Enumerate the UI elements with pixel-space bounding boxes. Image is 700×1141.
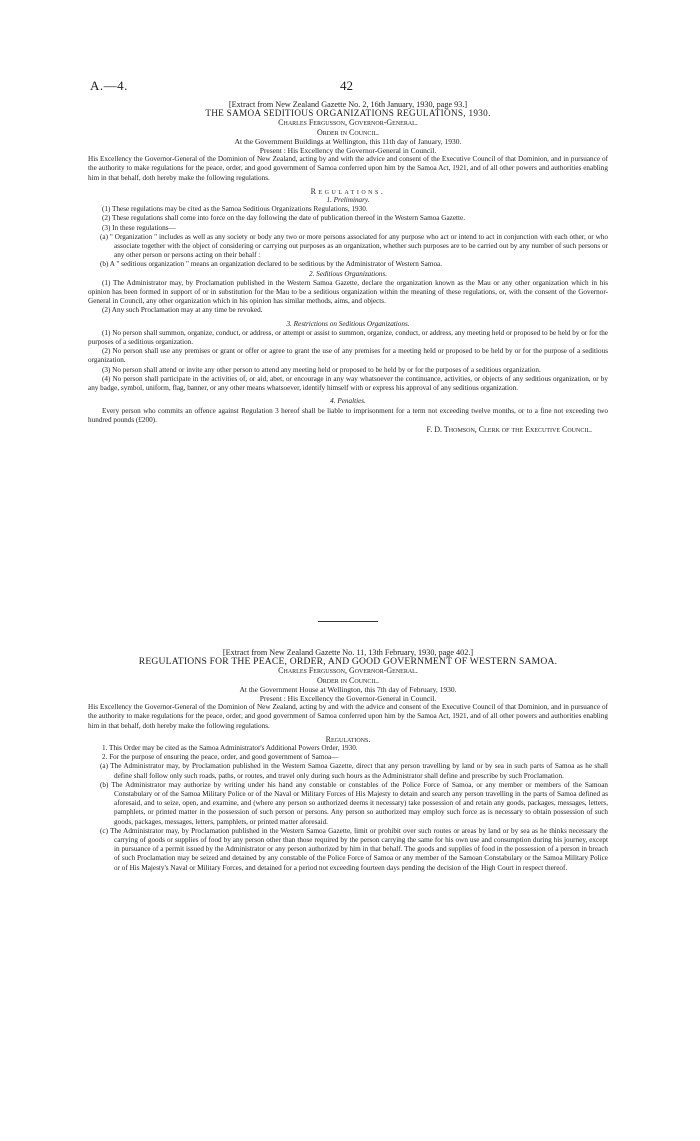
extract-2-place: At the Government House at Wellington, this 7th day of February, 1930. [239, 684, 457, 694]
extract-2-title: REGULATIONS FOR THE PEACE, ORDER, AND GOOD GOVERNMENT OF WESTERN SAMOA. [138, 656, 558, 668]
section-3-para-1: (1) No person shall summon, organize, conduct, or address, or attempt or assist to summon, organize, conduct, or address, any meeting held or proposed to be held by or for the purposes of a seditious organization. [88, 328, 608, 347]
extract-1 [88, 100, 608, 434]
clerk-signature: F. D. Thomson, Clerk of the Executive Council. [426, 424, 592, 434]
extract-1-order: Order in Council. [316, 127, 380, 137]
extract-1-source: [Extract from New Zealand Gazette No. 2, 16th January, 1930, page 93.] [228, 100, 468, 109]
extract-1-title: THE SAMOA SEDITIOUS ORGANIZATIONS REGULATIONS, 1930. [205, 108, 491, 119]
section-3-heading: 3. Restrictions on Seditious Organizations. [286, 319, 410, 328]
extract-2 [88, 648, 608, 873]
extract-1-present: Present : His Excellency the Governor-General in Council. [259, 146, 437, 156]
extract-2-order: Order in Council. [316, 675, 380, 685]
section-3-para-3: (3) No person shall attend or invite any other person to attend any meeting held or proposed to be held by or for the purposes of a seditious organization. [102, 365, 541, 374]
section-2-para-1: (1) The Administrator may, by Proclamation published in the Western Samoa Gazette, declare the organization known as the Mau or any other organization which in his opinion has been formed in support of or in substitution for the Mau to be a seditious organization within the meaning of these regulations, or, with the consent of the Governor-General in Council, any other organization which in his opinion has similar methods, aims, and objects. [88, 278, 608, 306]
regulation-2-clause-b: (b) The Administrator may authorize by writing under his hand any constable or constables of the Police Force of Samoa, or any member or members of the Samoan Constabulary or of the Samoa Military Police or of the Naval or Military Forces of His Majesty to detain and search any person travelling in the parts of Samoa defined as aforesaid, and to seize, open, and examine, and (where any person so authorized deems it necessary) take possession of and retain any goods, packages, messages, letters, pamphlets, or printed matter in the possession of such person or persons. Any person so authorized may employ such force as is necessary to obtain possession of such goods, packages, messages, letters, pamphlets, or printed matter aforesaid. [100, 780, 608, 826]
extract-2-governor: Charles Fergusson, Governor-General. [278, 666, 418, 676]
regulation-2: 2. For the purpose of ensuring the peace, order, and good government of Samoa— [102, 753, 339, 762]
section-1-heading: 1. Preliminary. [326, 196, 370, 205]
extract-2-source: [Extract from New Zealand Gazette No. 11, 13th February, 1930, page 402.] [222, 648, 474, 657]
section-1-clause-b: (b) A " seditious organization " means an organization declared to be seditious by the Administrator of Western Samoa. [100, 260, 443, 269]
extract-2-present: Present : His Excellency the Governor-General in Council. [259, 694, 437, 704]
regulation-1: 1. This Order may be cited as the Samoa Administrator's Additional Powers Order, 1930. [102, 744, 358, 753]
section-3-para-4: (4) No person shall participate in the activities of, or aid, abet, or encourage in any way whatsoever the continuance, activities, or objects of any seditious organization, or by any badge, symbol, uniform, flag, banner, or any other means whatsoever, identify himself with or express his approval of any seditious organization. [88, 374, 608, 393]
extract-2-preamble: His Excellency the Governor-General of the Dominion of New Zealand, acting by and with the advice and consent of the Executive Council of that Dominion, and in pursuance of the authority to make regulations for the peace, order, and good government of Samoa conferred upon him by the Samoa Act, 1921, and of all other powers and authorities enabling him in that behalf, doth hereby make the following regulations. [88, 703, 608, 730]
section-1-para-3: (3) In these regulations— [102, 223, 176, 232]
section-4-para-1: Every person who commits an offence against Regulation 3 hereof shall be liable to imprisonment for a term not exceeding twelve months, or to a fine not exceeding two hundred pounds (£200). [88, 406, 608, 424]
extract-2-regulations-heading: Regulations. [325, 734, 371, 744]
extract-1-regulations-heading: Regulations. [310, 186, 386, 196]
extract-1-governor: Charles Fergusson, Governor-General. [278, 118, 418, 128]
extract-1-place: At the Government Buildings at Wellington, this 11th day of January, 1930. [234, 136, 462, 146]
section-divider [318, 621, 378, 622]
page-number: 42 [340, 78, 353, 93]
section-3-para-2: (2) No person shall use any premises or grant or offer or agree to grant the use of any premises for a meeting held or proposed to be held by or for the purpose of a seditious organization. [88, 347, 608, 365]
regulation-2-clause-c: (c) The Administrator may, by Proclamation published in the Western Samoa Gazette, limit or prohibit over such routes or areas by land or by sea as he thinks necessary the carrying of goods or supplies of food by any person other than those required by the person carrying the same for his own use and consumption during his journey, except in pursuance of a permit issued by the Administrator or any person authorized by him in that behalf. The goods and supplies of food in the possession of a person in breach of such Proclamation may be seized and detained by any constable of the Police Force of Samoa or any member of the Samoan Constabulary or the Samoa Military Police or of His Majesty's Naval or Military Forces, and detained for a period not exceeding fourteen days pending the decision of the High Court in respect thereof. [100, 826, 608, 872]
section-4-heading: 4. Penalties. [330, 397, 366, 406]
extract-1-preamble: His Excellency the Governor-General of the Dominion of New Zealand, acting by and with the advice and consent of the Executive Council of that Dominion, and in pursuance of the authority to make regulations for the peace, order, and good government of Samoa conferred upon him by the Samoa Act, 1921, and of all other powers and authorities enabling him in that behalf, doth hereby make the following regulations. [88, 155, 608, 182]
series-label: A.—4. [90, 78, 128, 93]
section-2-para-2: (2) Any such Proclamation may at any time be revoked. [102, 306, 263, 315]
section-1-para-1: (1) These regulations may be cited as the Samoa Seditious Organizations Regulations, 1930. [102, 205, 368, 214]
regulation-2-clause-a: (a) The Administrator may, by Proclamation published in the Western Samoa Gazette, direct that any person travelling by land or by sea in such parts of Samoa as he shall define shall follow only such roads, paths, or routes, and travel only during such hours as the Administrator shall define and prescribe by such Proclamation. [100, 762, 608, 780]
section-1-para-2: (2) These regulations shall come into force on the day following the date of publication thereof in the Western Samoa Gazette. [102, 214, 466, 223]
section-1-clause-a: (a) " Organization " includes as well as any society or body any two or more persons associated for any purpose who act or intend to act in conjunction with each other, or who associate together with the object of considering or carrying out purposes as an organization, whether such purposes are to be carried out by any number of such persons or any other person or persons acting on their behalf : [100, 232, 608, 260]
section-2-heading: 2. Seditious Organizations. [308, 269, 387, 278]
